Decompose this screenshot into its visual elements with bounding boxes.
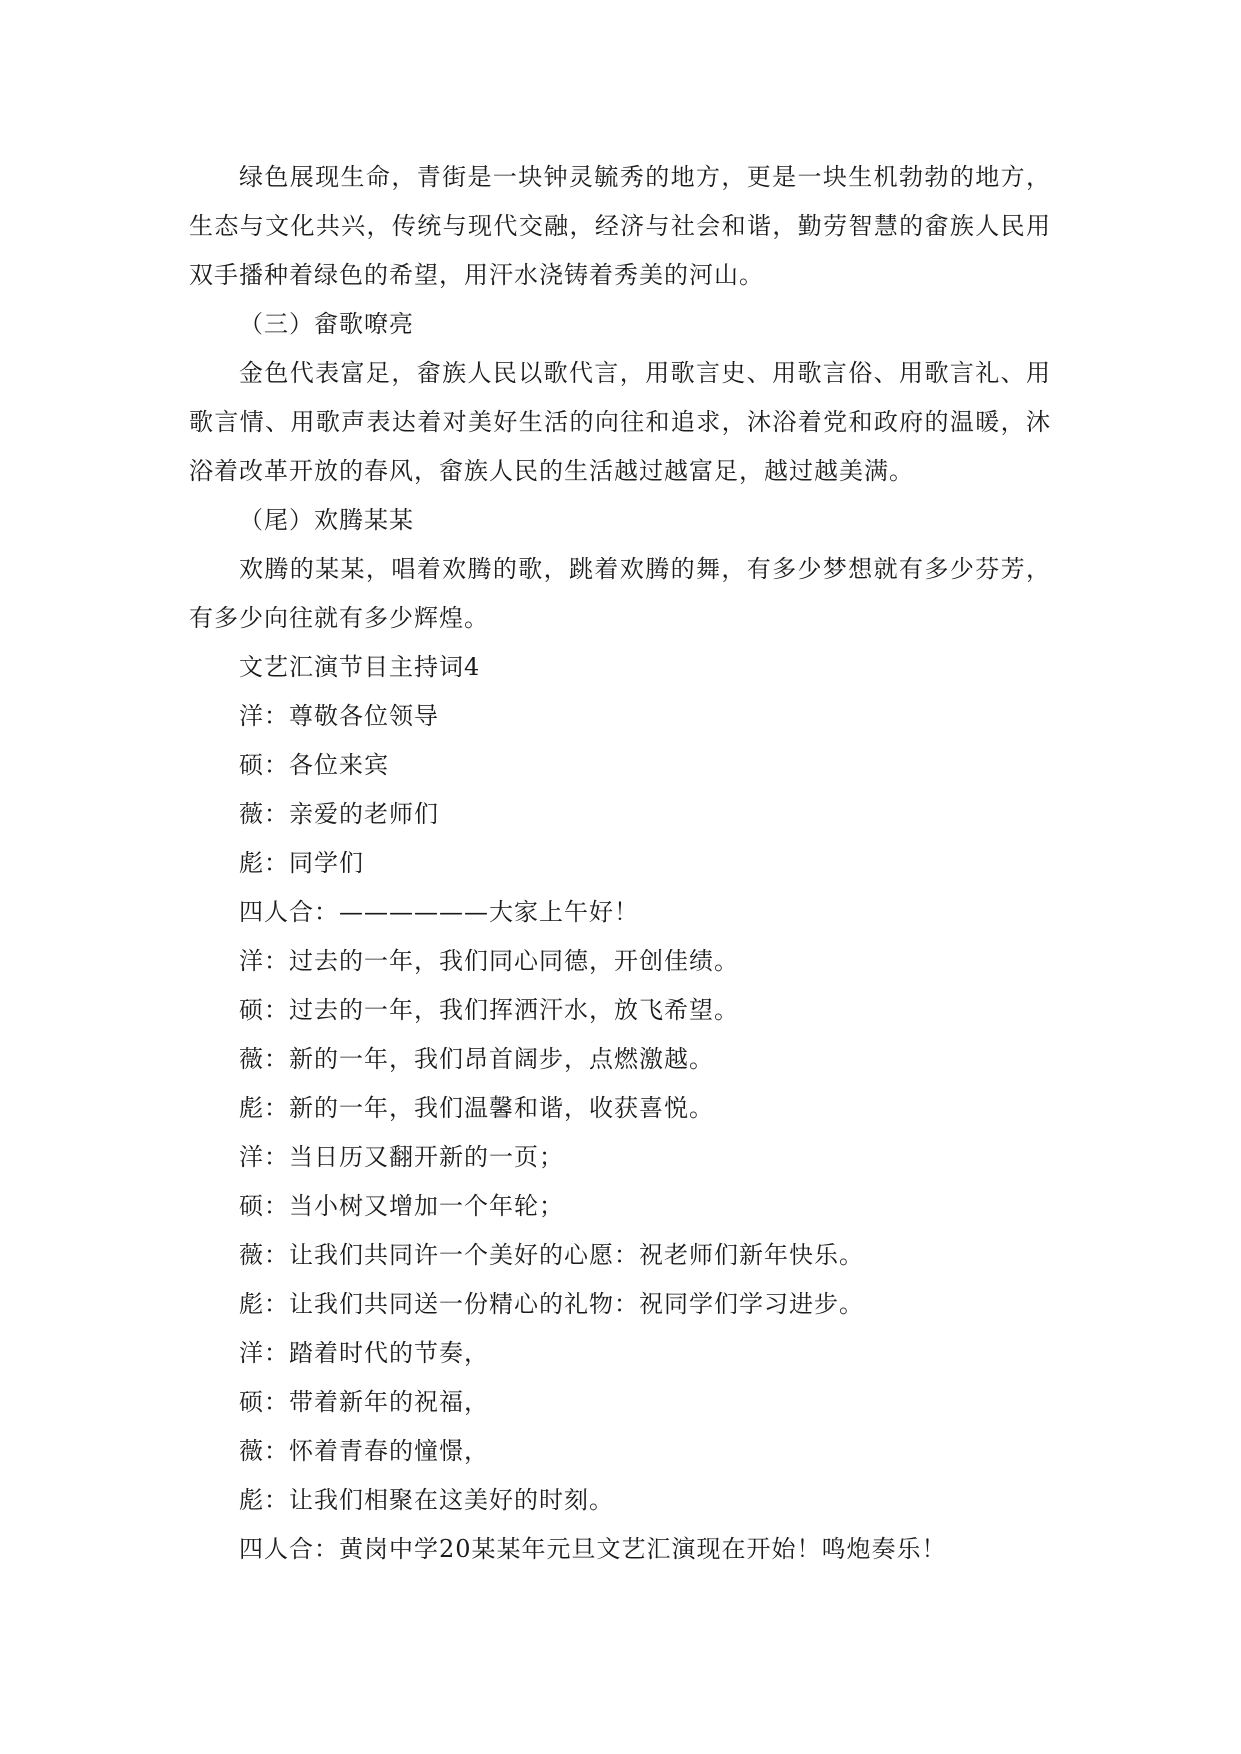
dialogue-line: 四人合：黄岗中学20某某年元旦文艺汇演现在开始！鸣炮奏乐！ [239,1535,947,1563]
paragraph-joyful: 欢腾的某某，唱着欢腾的歌，跳着欢腾的舞，有多少梦想就有多少芬芳，有多少向往就有多少辉煌。 [189,555,1051,632]
paragraph-gold: 金色代表富足，畲族人民以歌代言，用歌言史、用歌言俗、用歌言礼、用歌言情、用歌声表达着对美好生活的向往和追求，沐浴着党和政府的温暖，沐浴着改革开放的春风，畲族人民的生活越过越富足，越过越美满。 [189,359,1051,485]
script-title: 文艺汇演节目主持词4 [239,653,481,681]
dialogue-line: 洋：过去的一年，我们同心同德，开创佳绩。 [239,947,739,975]
dialogue-line: 彪：同学们 [239,849,364,877]
dialogue-line: 洋：尊敬各位领导 [239,702,439,730]
dialogue-line: 彪：让我们共同送一份精心的礼物：祝同学们学习进步。 [239,1290,864,1318]
dialogue-line: 硕：过去的一年，我们挥洒汗水，放飞希望。 [239,996,739,1024]
dialogue-line: 薇：怀着青春的憧憬， [239,1437,489,1465]
section-heading-end: （尾）欢腾某某 [239,506,414,534]
dialogue-line: 洋：踏着时代的节奏， [239,1339,489,1367]
dialogue-line: 硕：当小树又增加一个年轮； [239,1192,564,1220]
dialogue-line: 薇：亲爱的老师们 [239,800,439,828]
paragraph-green: 绿色展现生命，青街是一块钟灵毓秀的地方，更是一块生机勃勃的地方，生态与文化共兴，传统与现代交融，经济与社会和谐，勤劳智慧的畲族人民用双手播种着绿色的希望，用汗水浇铸着秀美的河山。 [189,163,1051,289]
dialogue-line: 薇：让我们共同许一个美好的心愿：祝老师们新年快乐。 [239,1241,864,1269]
dialogue-line: 四人合：——————大家上午好！ [239,898,639,926]
dialogue-line: 硕：各位来宾 [239,751,389,779]
document-body [189,153,1051,1574]
dialogue-line: 彪：新的一年，我们温馨和谐，收获喜悦。 [239,1094,714,1122]
dialogue-line: 彪：让我们相聚在这美好的时刻。 [239,1486,614,1514]
section-heading-3: （三）畲歌嘹亮 [239,310,414,338]
dialogue-line: 硕：带着新年的祝福， [239,1388,489,1416]
dialogue-line: 薇：新的一年，我们昂首阔步，点燃激越。 [239,1045,714,1073]
dialogue-line: 洋：当日历又翻开新的一页； [239,1143,564,1171]
